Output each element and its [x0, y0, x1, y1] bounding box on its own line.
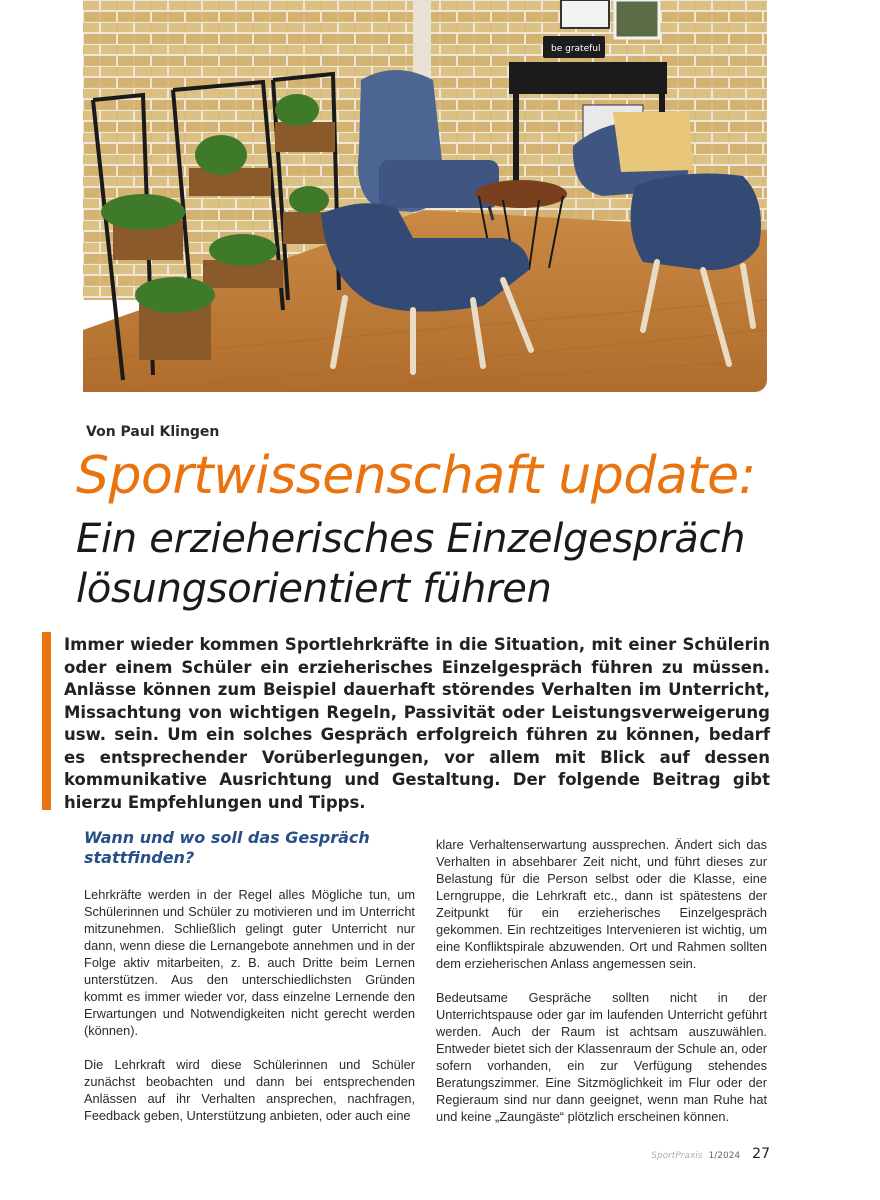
column-left — [84, 828, 415, 1141]
body-paragraph: Lehrkräfte werden in der Regel alles Mögliche tun, um Schülerinnen und Schüler zu motivieren und im Unterricht mitzunehmen. Schließlich gelingt guter Unterricht nur dann, wenn diese die Lernangebote annehmen und in der Folge aktiv mitarbeiten, z. B. auch Dritte beim Lernen unterstützen. Aus den unterschiedlichsten Gründen kommt es immer wieder vor, dass einzelne Lernende den Erwartungen und Notwendigkeiten nicht gerecht werden (können). — [84, 887, 415, 1038]
headline: Ein erzieherisches Einzelgespräch lösungsorientiert führen — [76, 516, 746, 612]
body-paragraph: Die Lehrkraft wird diese Schülerinnen und Schüler zunächst beobachten und dann bei entsprechenden Anlässen auf ihr Verhalten ansprechen, nachfragen, Feedback geben, Unterstützung anbieten, oder auch eine — [84, 1057, 415, 1123]
kicker-title: Sportwissenschaft update: — [76, 446, 756, 506]
lead-accent-bar — [42, 632, 51, 810]
hero-photo-illustration — [83, 0, 767, 392]
magazine-name: SportPraxis — [651, 1151, 703, 1161]
hero-photo — [83, 0, 767, 392]
column-right — [436, 836, 767, 1142]
section-heading: Wann und wo soll das Gespräch stattfinden? — [84, 828, 370, 867]
page-footer — [651, 1146, 770, 1162]
byline: Von Paul Klingen — [86, 424, 220, 440]
page-number: 27 — [752, 1146, 770, 1162]
sign-text: be grateful — [551, 44, 601, 54]
body-paragraph: Bedeutsame Gespräche sollten nicht in der Unterrichtspause oder gar im laufenden Unterricht geführt werden. Auch der Raum ist achtsam auszuwählen. Entweder bietet sich der Klassenraum der Schule an, oder sofern vorhanden, ein zur Verfügung stehendes Beratungszimmer. Eine Sitzmöglichkeit im Flur oder der Regieraum sind nur dann geeignet, wenn man Ruhe hat und keine „Zaungäste“ plötzlich erscheinen können. — [436, 990, 767, 1124]
lead-paragraph: Immer wieder kommen Sportlehrkräfte in die Situation, mit einer Schülerin oder einem Schüler ein erzieherisches Einzelgespräch führen zu müssen. Anlässe können zum Beispiel dauerhaft störendes Verhalten im Unterricht, Missachtung von wichtigen Regeln, Passivität oder Leistungsverweigerung usw. sein. Um ein solches Gespräch erfolgreich führen zu können, bedarf es entsprechender Vorüberlegungen, vor allem mit Blick auf dessen kommunikative Ausrichtung und Gestaltung. Der folgende Beitrag gibt hierzu Empfehlungen und Tipps. — [64, 635, 770, 812]
issue-number: 1/2024 — [708, 1151, 741, 1161]
body-paragraph: klare Verhaltenserwartung aussprechen. Ändert sich das Verhalten in absehbarer Zeit nicht, und führt dieses zur Belastung für die Person selbst oder die Klasse, eine Lerngruppe, die Lehrkraft etc., dann ist spätestens der Zeitpunkt für ein erzieherisches Einzelgespräch gekommen. Ein rechtzeitiges Intervenieren ist wichtig, um eine Konfliktspirale abzuwenden. Ort und Rahmen sollten dem erzieherischen Anlass angemessen sein. — [436, 837, 767, 971]
